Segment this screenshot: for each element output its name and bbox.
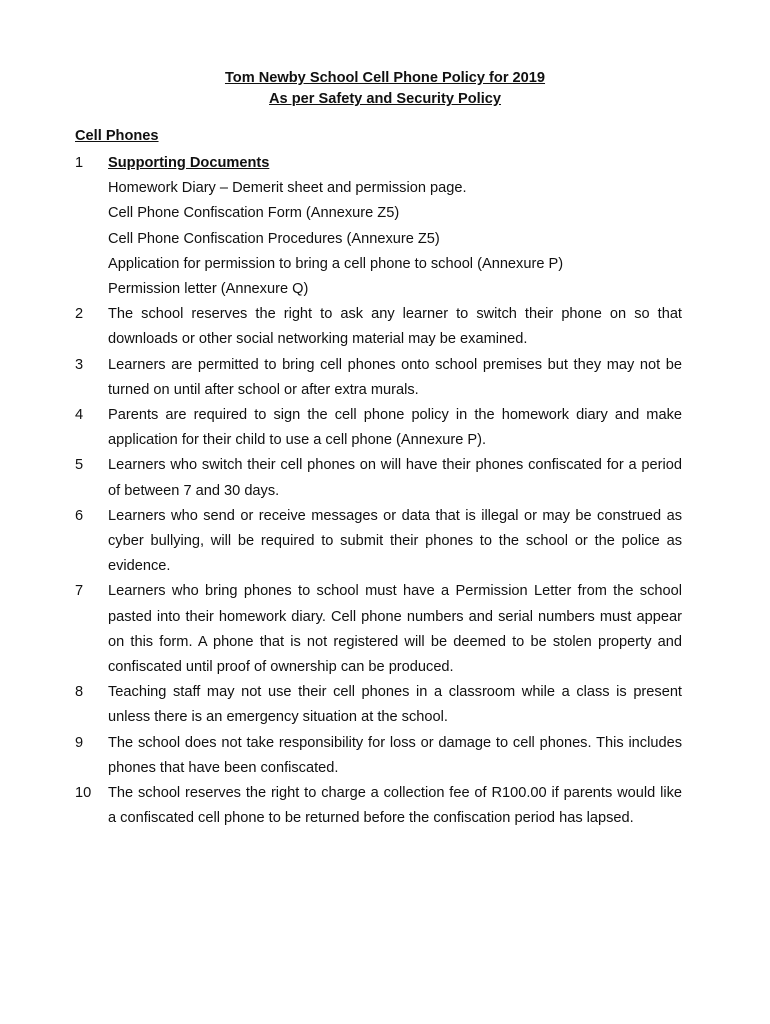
item-number: 4 (75, 407, 84, 424)
item-text: Teaching staff may not use their cell phones in a classroom while a class is present unless there is an emergency situation at the school. (108, 684, 682, 726)
policy-item (75, 453, 682, 503)
document-subtitle: As per Safety and Security Policy (269, 91, 501, 107)
supporting-document: Cell Phone Confiscation Procedures (Annexure Z5) (108, 230, 440, 247)
item-number: 1 (75, 155, 84, 171)
item-number: 9 (75, 734, 84, 751)
section-heading: Cell Phones (75, 128, 159, 144)
item-text: Learners who send or receive messages or data that is illegal or may be construed as cyber bullying, will be required to submit their phones to the school or the police as evidence. (108, 507, 682, 575)
title-block (0, 68, 770, 110)
supporting-documents (108, 151, 682, 302)
policy-item (75, 731, 682, 781)
policy-item (75, 680, 682, 730)
item-number: 6 (75, 507, 84, 524)
item-number: 10 (75, 785, 92, 802)
item-text: The school reserves the right to charge a collection fee of R100.00 if parents would like a confiscated cell phone to be returned before the confiscation period has lapsed. (108, 785, 682, 827)
item-number: 8 (75, 684, 84, 701)
policy-list (75, 151, 682, 831)
item-text: The school does not take responsibility for loss or damage to cell phones. This includes phones that have been confiscated. (108, 734, 682, 776)
policy-item-1 (75, 151, 682, 302)
item-text: Learners are permitted to bring cell phones onto school premises but they may not be turned on until after school or after extra murals. (108, 356, 682, 398)
supporting-document: Permission letter (Annexure Q) (108, 281, 309, 298)
item-text: The school reserves the right to ask any learner to switch their phone on so that downloads or other social networking material may be examined. (108, 306, 682, 348)
policy-item (75, 579, 682, 680)
item-number: 5 (75, 457, 84, 474)
policy-item (75, 403, 682, 453)
policy-item (75, 302, 682, 352)
policy-item (75, 504, 682, 580)
supporting-document: Homework Diary – Demerit sheet and permission page. (108, 180, 467, 197)
supporting-document: Cell Phone Confiscation Form (Annexure Z5) (108, 205, 400, 222)
item-number: 7 (75, 583, 84, 600)
item-number: 2 (75, 306, 84, 323)
item-text: Learners who bring phones to school must have a Permission Letter from the school pasted into their homework diary. Cell phone numbers and serial numbers must appear on this form. A phone that is not registered will be deemed to be stolen property and confiscated until proof of ownership can be produced. (108, 583, 682, 676)
document-title: Tom Newby School Cell Phone Policy for 2019 (224, 70, 546, 86)
policy-item (75, 353, 682, 403)
supporting-documents-heading: Supporting Documents (108, 155, 270, 171)
item-number: 3 (75, 356, 84, 373)
supporting-document: Application for permission to bring a cell phone to school (Annexure P) (108, 255, 564, 272)
policy-item (75, 781, 682, 831)
item-text: Parents are required to sign the cell phone policy in the homework diary and make application for their child to use a cell phone (Annexure P). (108, 407, 682, 449)
item-text: Learners who switch their cell phones on will have their phones confiscated for a period of between 7 and 30 days. (108, 457, 682, 499)
